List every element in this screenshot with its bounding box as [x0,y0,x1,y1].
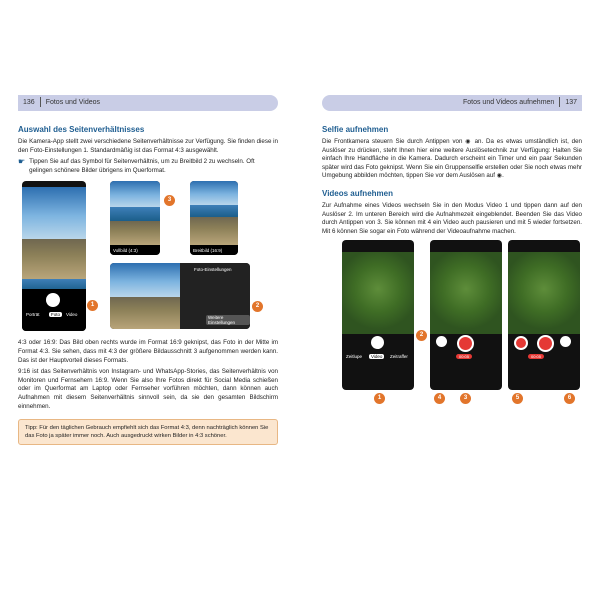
image-caption: Vollbild (4:3) [113,248,138,254]
mode-label: Video [66,312,78,318]
paragraph: 4:3 oder 16:9: Das Bild oben rechts wurde im Format 16:9 geknipst, das Foto in der Mitte im Format 4:3. Sie sehen, dass mit 4:3 der größere Bildausschnitt 3 aufgenommen werden kann. Das ist der Hauptvorteil dieses Formats. [18,339,278,364]
right-page [322,95,582,505]
paragraph: Die Frontkamera steuern Sie durch Antippen von ◉ an. Da es etwas umständlich ist, den Auslöser zu drücken, steht Ihnen hier eine weitere Auslösetechnik zur Verfügung: Halten Sie einfach Ihre Handfläche in die Kamera. Dadurch erscheint ein Timer und ein paar Sekunden später wird das Foto geknipst. Wenn Sie ein Gruppenselfie erstellen oder Sie noch etwas mehr Umgebung abbilden möchten, tippen Sie vor dem Auslösen auf ◉. [322,138,582,180]
resume-icon [514,336,528,350]
recording-timer: 00:05 [456,354,472,359]
mode-label: Zeitraffer [390,354,408,360]
section-heading: Selfie aufnehmen [322,125,389,134]
photo-4-3 [110,181,160,255]
callout-5: 5 [512,393,523,404]
callout-1: 1 [374,393,385,404]
more-settings-button: Weitere Einstellungen [206,315,250,325]
pause-icon [436,336,447,347]
callout-4: 4 [434,393,445,404]
callout-2: 2 [252,301,263,312]
callout-3: 3 [460,393,471,404]
video-phone-3 [508,240,580,390]
left-page [18,95,278,505]
left-page-header [18,95,278,111]
mode-label: Foto [51,312,61,318]
snapshot-icon [560,336,571,347]
stop-button-icon [537,335,554,352]
mode-label: Zeitlupe [346,354,363,360]
callout-3: 3 [164,195,175,206]
chapter-title: Fotos und Videos [45,99,101,106]
video-phone-2 [430,240,502,390]
video-screenshots [322,240,582,410]
recording-timer: 00:05 [528,354,544,359]
chapter-title: Fotos und Videos aufnehmen [462,99,555,106]
stop-button-icon [457,335,474,352]
settings-title: Foto-Einstellungen [194,267,232,273]
section-heading: Auswahl des Seitenverhältnisses [18,125,145,134]
callout-6: 6 [564,393,575,404]
mode-label: Video [371,354,383,360]
section-heading: Videos aufnehmen [322,188,393,198]
page-number: 136 [23,99,35,106]
tip-box: Tipp: Für den täglichen Gebrauch empfiehlt sich das Format 4:3, denn nachträglich können Sie das Foto ja später immer noch. Auch ausgedruckt wirken Bilder in 4:3 schöner. [18,419,278,445]
paragraph: 9:16 ist das Seitenverhältnis von Instagram- und WhatsApp-Stories, das Seitenverhältnis von Monitoren und Fernsehern 16:9. Wenn Sie also Ihre Fotos direkt für Social Media schießen oder im Querformat am Laptop oder Fernseher vorführen möchten, dann können auch Aufnahmen mit diesem Seitenverhältnis sinnvoll sein, da sie den gesamten Bildschirm einnehmen. [18,368,278,410]
callout-2: 2 [416,330,427,341]
landscape-settings-screenshot [110,263,250,329]
paragraph: Die Kamera-App stellt zwei verschiedene Seitenverhältnisse zur Verfügung. Sie finden diese in den Foto-Einstellungen 1. Standardmäßig ist das Format 4:3 ausgewählt. [18,138,278,154]
photo-16-9 [190,181,238,255]
pointing-hand-icon: ☛ [18,157,26,167]
image-caption: Breitbild (16:9) [193,248,223,254]
mode-label: Porträt [26,312,40,318]
page-number: 137 [565,99,577,106]
right-page-header [322,95,582,111]
instruction-step [18,158,278,175]
video-phone-1 [342,240,414,390]
shutter-button-icon [371,336,384,349]
phone-screenshot [22,181,86,331]
paragraph: Zur Aufnahme eines Videos wechseln Sie in den Modus Video 1 und tippen dann auf den Auslöser 2. Im unteren Bereich wird die Aufnahmezeit eingeblendet. Beenden Sie das Video durch Antippen von 3. Sie können mit 4 ein Video auch pausieren und mit 5 wieder fortsetzen. Mit 6 können Sie sogar ein Foto während der Videoaufnahme machen. [322,201,582,235]
screenshot-group [18,181,278,331]
instruction-text: Tippen Sie auf das Symbol für Seitenverhältnis, um zu Breitbild 2 zu wechseln. Oft gelingen schönere Bilder übrigens im Querformat. [29,158,255,174]
callout-1: 1 [87,300,98,311]
